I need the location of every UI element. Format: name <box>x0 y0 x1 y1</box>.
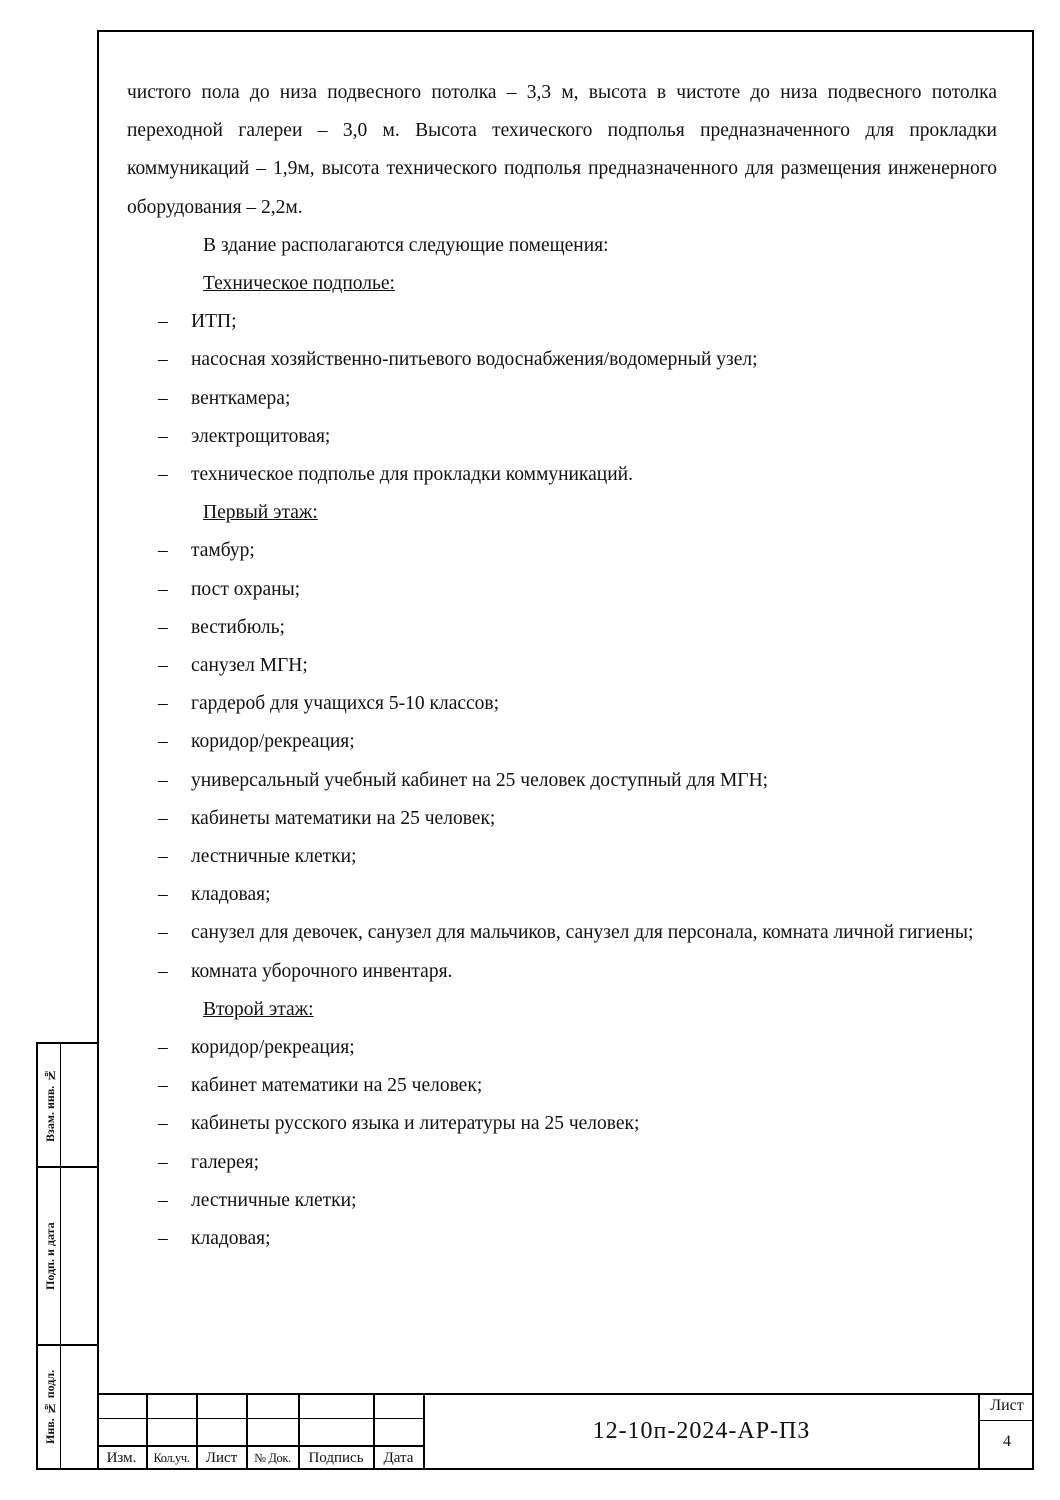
list-item-text: лестничные клетки; <box>191 1189 357 1211</box>
list-item <box>127 876 997 914</box>
dash-marker: – <box>158 731 168 753</box>
list-item-text: коридор/рекреация; <box>191 731 355 753</box>
list-item <box>127 532 997 570</box>
room-list-basement <box>127 303 997 494</box>
title-block <box>97 1393 1034 1470</box>
dash-marker: – <box>158 807 168 829</box>
section-heading <box>127 991 997 1029</box>
col-data: Дата <box>383 1450 414 1466</box>
dash-marker: – <box>158 1075 168 1097</box>
list-item-text: электрощитовая; <box>191 425 331 447</box>
list-item <box>127 762 997 800</box>
col-n-dok: № Док. <box>254 1451 291 1465</box>
side-cell-vzam-inv <box>36 1042 97 1166</box>
dash-marker: – <box>158 922 168 944</box>
dash-marker: – <box>158 349 168 371</box>
list-item <box>127 609 997 647</box>
dash-marker: – <box>158 693 168 715</box>
col-podpis: Подпись <box>308 1450 364 1466</box>
list-item <box>127 418 997 456</box>
dash-marker: – <box>158 655 168 677</box>
list-item-text: кабинеты русского языка и литературы на 25 человек; <box>191 1113 640 1135</box>
list-item-text: кабинеты математики на 25 человек; <box>191 807 496 829</box>
dash-marker: – <box>158 540 168 562</box>
list-item <box>127 914 997 952</box>
dash-marker: – <box>158 616 168 638</box>
list-item-text: галерея; <box>191 1151 260 1173</box>
list-item <box>127 1067 997 1105</box>
list-item <box>127 800 997 838</box>
sheet-label: Лист <box>990 1397 1024 1414</box>
list-item <box>127 1182 997 1220</box>
vzam-inv-label: Взам. инв. № <box>43 1068 57 1142</box>
list-item <box>127 1220 997 1258</box>
list-item <box>127 685 997 723</box>
list-item-text: кабинет математики на 25 человек; <box>191 1075 483 1097</box>
list-item <box>127 341 997 379</box>
list-item-text: комната уборочного инвентаря. <box>191 960 453 982</box>
dash-marker: – <box>158 769 168 791</box>
dash-marker: – <box>158 311 168 333</box>
section-heading-text: Первый этаж: <box>203 502 318 524</box>
list-item-text: венткамера; <box>191 387 291 409</box>
dash-marker: – <box>158 1151 168 1173</box>
side-stamp <box>36 1042 97 1470</box>
list-item-text: коридор/рекреация; <box>191 1037 355 1059</box>
dash-marker: – <box>158 425 168 447</box>
list-item <box>127 303 997 341</box>
list-item-text: санузел для девочек, санузел для мальчиков, санузел для персонала, комната личной гигиены; <box>191 922 974 944</box>
list-item <box>127 953 997 991</box>
dash-marker: – <box>158 846 168 868</box>
list-item <box>127 456 997 494</box>
side-cell-podp-data <box>36 1166 97 1344</box>
list-item <box>127 1144 997 1182</box>
intro-paragraph: чистого пола до низа подвесного потолка – 3,3 м, высота в чистоте до низа подвесного потолка переходной галереи – 3,0 м. Высота техического подполья предназначенного для прокладки коммуникаций – 1,9м, высота технического подполья предназначенного для размещения инженерного оборудования – 2,2м. <box>127 82 997 218</box>
list-item-text: санузел МГН; <box>191 655 308 677</box>
col-list: Лист <box>205 1450 238 1466</box>
section-heading <box>127 494 997 532</box>
list-item <box>127 1105 997 1143</box>
dash-marker: – <box>158 1113 168 1135</box>
dash-marker: – <box>158 1228 168 1250</box>
stamp-row-line <box>978 1420 1034 1421</box>
dash-marker: – <box>158 578 168 600</box>
list-item-text: ИТП; <box>191 311 237 333</box>
col-izm: Изм. <box>106 1450 137 1466</box>
list-item-text: кладовая; <box>191 884 271 906</box>
dash-marker: – <box>158 960 168 982</box>
rooms-intro: В здание располагаются следующие помещения: <box>203 234 609 256</box>
col-kol-uch: Кол.уч. <box>153 1451 190 1465</box>
dash-marker: – <box>158 387 168 409</box>
section-heading-text: Техническое подполье: <box>203 273 395 295</box>
dash-marker: – <box>158 884 168 906</box>
list-item-text: вестибюль; <box>191 616 285 638</box>
room-list-first-floor <box>127 532 997 990</box>
room-list-second-floor <box>127 1029 997 1258</box>
inv-podl-label: Инв. № подл. <box>43 1369 57 1445</box>
list-item-text: тамбур; <box>191 540 255 562</box>
list-item <box>127 838 997 876</box>
list-item-text: пост охраны; <box>191 578 301 600</box>
document-body <box>127 74 997 1258</box>
side-cell-inv-podl <box>36 1344 97 1470</box>
list-item <box>127 380 997 418</box>
list-item <box>127 1029 997 1067</box>
list-item <box>127 723 997 761</box>
list-item-text: гардероб для учащихся 5-10 классов; <box>191 693 500 715</box>
podp-data-label: Подп. и дата <box>43 1222 57 1290</box>
dash-marker: – <box>158 1037 168 1059</box>
dash-marker: – <box>158 1189 168 1211</box>
list-item-text: лестничные клетки; <box>191 846 357 868</box>
list-item-text: насосная хозяйственно-питьевого водоснабжения/водомерный узел; <box>191 349 758 371</box>
section-heading-text: Второй этаж: <box>203 998 314 1020</box>
dash-marker: – <box>158 464 168 486</box>
list-item <box>127 571 997 609</box>
list-item <box>127 647 997 685</box>
list-item-text: универсальный учебный кабинет на 25 человек доступный для МГН; <box>191 769 769 791</box>
list-item-text: кладовая; <box>191 1228 271 1250</box>
section-heading <box>127 265 997 303</box>
document-number: 12-10п-2024-АР-ПЗ <box>592 1418 811 1444</box>
sheet-number: 4 <box>1003 1433 1011 1450</box>
list-item-text: техническое подполье для прокладки коммуникаций. <box>191 464 633 486</box>
